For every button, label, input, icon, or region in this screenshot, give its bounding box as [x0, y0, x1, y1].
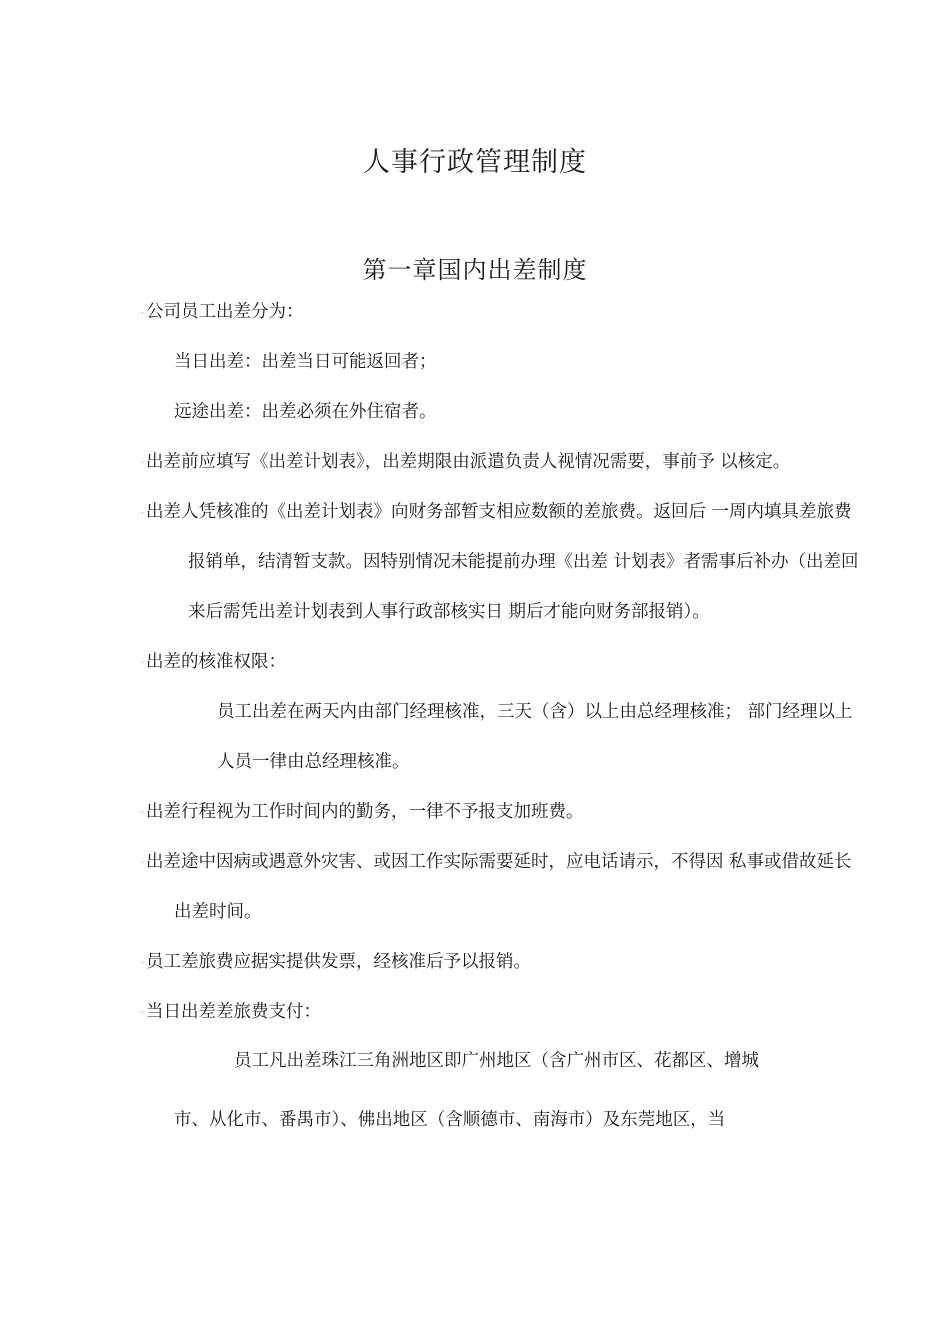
sub-item: 远途出差：出差必须在外住宿者。: [174, 402, 437, 422]
list-marker: .: [141, 1006, 144, 1016]
list-item-continuation: 来后需凭出差计划表到人事行政部核实日 期后才能向财务部报销）。: [188, 602, 710, 622]
list-marker: .: [141, 656, 144, 666]
list-item: 出差的核准权限：: [146, 652, 286, 672]
list-marker: .: [141, 856, 144, 866]
chapter-title: 第一章国内出差制度: [362, 256, 588, 284]
list-item: 出差人凭核准的《出差计划表》向财务部暂支相应数额的差旅费。返回后 一周内填具差旅费: [146, 502, 852, 522]
sub-item-continuation: 市、从化市、番禺市）、佛出地区（含顺德市、南海市）及东莞地区，当: [174, 1110, 726, 1130]
list-marker: .: [141, 806, 144, 816]
list-item: 公司员工出差分为：: [146, 302, 304, 322]
list-item: 出差前应填写《出差计划表》，出差期限由派遣负责人视情况需要，事前予 以核定。: [146, 452, 791, 472]
list-item: 出差途中因病或遇意外灾害、或因工作实际需要延时，应电话请示，不得因 私事或借故延长: [146, 852, 852, 872]
list-marker: .: [141, 956, 144, 966]
list-item: 员工差旅费应据实提供发票，经核准后予以报销。: [146, 952, 531, 972]
list-item-continuation: 报销单，结清暂支款。因特别情况未能提前办理《出差 计划表》者需事后补办（出差回: [188, 552, 859, 572]
list-marker: .: [141, 306, 144, 316]
list-item: 当日出差差旅费支付：: [146, 1002, 321, 1022]
list-marker: .: [141, 506, 144, 516]
list-item: 出差行程视为工作时间内的勤务，一律不予报支加班费。: [146, 802, 584, 822]
sub-item: 员工凡出差珠江三角洲地区即广州地区（含广州市区、花都区、增城: [234, 1051, 759, 1071]
sub-item: 员工出差在两天内由部门经理核准，三天（含）以上由总经理核准； 部门经理以上: [217, 702, 853, 722]
sub-item: 当日出差：出差当日可能返回者；: [174, 352, 437, 372]
list-marker: .: [141, 456, 144, 466]
document-title: 人事行政管理制度: [363, 147, 587, 178]
sub-item-continuation: 人员一律由总经理核准。: [217, 752, 410, 772]
list-item-continuation: 出差时间。: [174, 902, 262, 922]
